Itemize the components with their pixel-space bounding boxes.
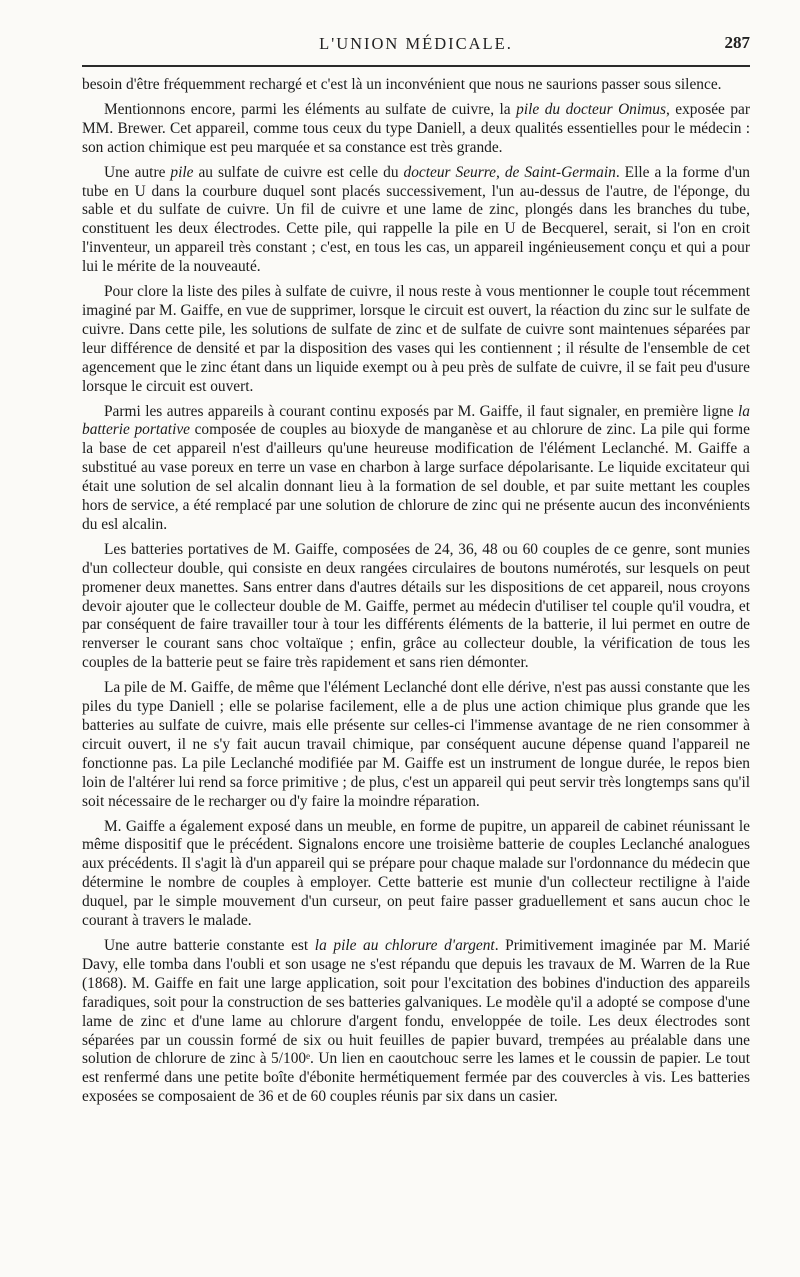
paragraph-1 [82, 76, 750, 95]
paragraph-4 [82, 283, 750, 396]
paragraph-5 [82, 403, 750, 535]
body-text [82, 76, 750, 1113]
italic-term: la batterie portative [82, 402, 750, 439]
text-segment: composée de couples au bioxyde de manganèse et au chlorure de zinc. La pile qui forme la base de cet appareil n'est d'ailleurs qu'une heureuse modification de l'élément Leclanché. M. Gaiffe a substitué au vase poreux en terre un vase en charbon à large surface dépolarisante. Le liquide excitateur qui était une solution de sel alcalin donnant lieu à la formation de sel double, et par suite mettant les couples hors de service, a été remplacé par une solution de chlorure de zinc qui ne présente aucun des inconvénients du esl alcalin. [82, 421, 750, 533]
text-segment: Parmi les autres appareils à courant continu exposés par M. Gaiffe, il faut signaler, en première ligne [104, 402, 739, 420]
text-segment: . Primitivement imaginée par M. Marié Davy, elle tomba dans l'oubli et son usage ne s'est répandu que depuis les travaux de M. Warren de la Rue (1868). M. Gaiffe en fait une large application, soit pour l'excitation des bobines d'induction des appareils faradiques, soit pour la construction de ses batteries galvaniques. Le modèle qu'il a adopté se compose d'une lame de zinc et d'une lame au chlorure d'argent fondu, enveloppée de toile. Les deux électrodes sont séparées par un coussin formé de six ou huit feuilles de papier buvard, trempées au préalable dans une solution de chlorure de zinc à 5/100ᵉ. Un lien en caoutchouc serre les lames et le coussin de papier. Le tout est renfermé dans une petite boîte d'ébonite hermétiquement fermée par des couvercles à vis. Les batteries exposées se composaient de 36 et de 60 couples réunis par six dans un casier. [82, 936, 750, 1106]
paragraph-8 [82, 818, 750, 931]
running-title: L'UNION MÉDICALE. [319, 34, 513, 53]
page-number: 287 [724, 33, 750, 52]
italic-term: pile [170, 163, 194, 181]
text-segment: Pour clore la liste des piles à sulfate de cuivre, il nous reste à vous mentionner le couple tout récemment imaginé par M. Gaiffe, en vue de supprimer, lorsque le circuit est ouvert, la réaction du zinc sur le sulfate de cuivre. Dans cette pile, les solutions de sulfate de zinc et de sulfate de cuivre sont maintenues séparées par leur différence de densité et par la disposition des vases qui les contiennent ; il résulte de l'ensemble de cet agencement que le zinc étant dans un liquide exempt ou à peu près de sulfate de cuivre, il se fait peu d'usure lorsque le circuit est ouvert. [82, 283, 750, 395]
text-segment: Une autre [104, 163, 171, 181]
text-segment: , exposée par MM. Brewer. Cet appareil, comme tous ceux du type Daniell, a deux qualités essentielles pour le médecin : son action chimique est peu marquée et sa constance est très grande. [82, 100, 750, 156]
text-segment: au sulfate de cuivre est celle du [193, 163, 404, 181]
italic-term: docteur Seurre, de Saint-Germain [403, 163, 616, 181]
text-segment: M. Gaiffe a également exposé dans un meuble, en forme de pupitre, un appareil de cabinet réunissant le même dispositif que le précédent. Signalons encore une troisième batterie de couples Leclanché analogues aux précédents. Il s'agit là d'un appareil qui se prépare pour chaque malade sur l'ordonnance du médecin que détermine le nombre de couples à employer. Cette batterie est munie d'un collecteur rectiligne à l'aide duquel, par le simple mouvement d'un curseur, on peut faire passer graduellement et sans aucun choc le courant à travers le malade. [82, 817, 750, 930]
paragraph-3 [82, 164, 750, 277]
paragraph-6 [82, 541, 750, 673]
paragraph-2 [82, 101, 750, 158]
text-segment: Mentionnons encore, parmi les éléments au sulfate de cuivre, la [104, 100, 517, 118]
text-segment: . Elle a la forme d'un tube en U dans la courbure duquel sont placés successivement, l'un au-dessus de l'autre, de l'éponge, du sable et du sulfate de cuivre. Un fil de cuivre et une lame de zinc, plongés dans les branches du tube, constituent les deux électrodes. Cette pile, qui rappelle la pile en U de Becquerel, serait, si l'on en croit l'inventeur, un appareil très constant ; c'est, en tous les cas, un appareil ingénieusement conçu et qui a pour lui le mérite de la nouveauté. [82, 163, 750, 276]
paragraph-9 [82, 937, 750, 1107]
running-head [82, 34, 750, 58]
header-rule [82, 65, 750, 67]
italic-term: pile du docteur Onimus [516, 100, 666, 118]
text-segment: Les batteries portatives de M. Gaiffe, composées de 24, 36, 48 ou 60 couples de ce genre, sont munies d'un collecteur double, qui consiste en deux rangées circulaires de boutons numérotés, sur lesquels on peut promener deux manettes. Sans entrer dans d'autres détails sur les dispositions de cet appareil, nous croyons devoir ajouter que le collecteur double de M. Gaiffe, permet au médecin d'utiliser tel couple qu'il voudra, et par conséquent de faire travailler tour à tour les différents éléments de la batterie, il lui permet en outre de renverser le courant sans choc voltaïque ; enfin, grâce au collecteur double, la vérification de tous les couples de la batterie peut se faire très rapidement et sans rien démonter. [82, 540, 750, 672]
paragraph-7 [82, 679, 750, 811]
text-segment: besoin d'être fréquemment rechargé et c'est là un inconvénient que nous ne saurions passer sous silence. [82, 76, 722, 93]
italic-term: la pile au chlorure d'argent [314, 936, 495, 954]
text-segment: La pile de M. Gaiffe, de même que l'élément Leclanché dont elle dérive, n'est pas aussi constante que les piles du type Daniell ; elle se polarise facilement, elle a de plus une action chimique plus grande que les batteries au sulfate de cuivre, mais elle présente sur celles-ci l'immense avantage de ne rien consommer à circuit ouvert, il ne s'y fait aucun travail chimique, par conséquent aucune dépense quand l'appareil ne fonctionne pas. La pile Leclanché modifiée par M. Gaiffe est un instrument de longue durée, le repos bien loin de l'altérer lui rend sa force primitive ; de plus, c'est un appareil qui peut servir très longtemps sans qu'il soit nécessaire de le recharger ou d'y faire la moindre réparation. [82, 679, 750, 810]
text-segment: Une autre batterie constante est [104, 936, 315, 954]
